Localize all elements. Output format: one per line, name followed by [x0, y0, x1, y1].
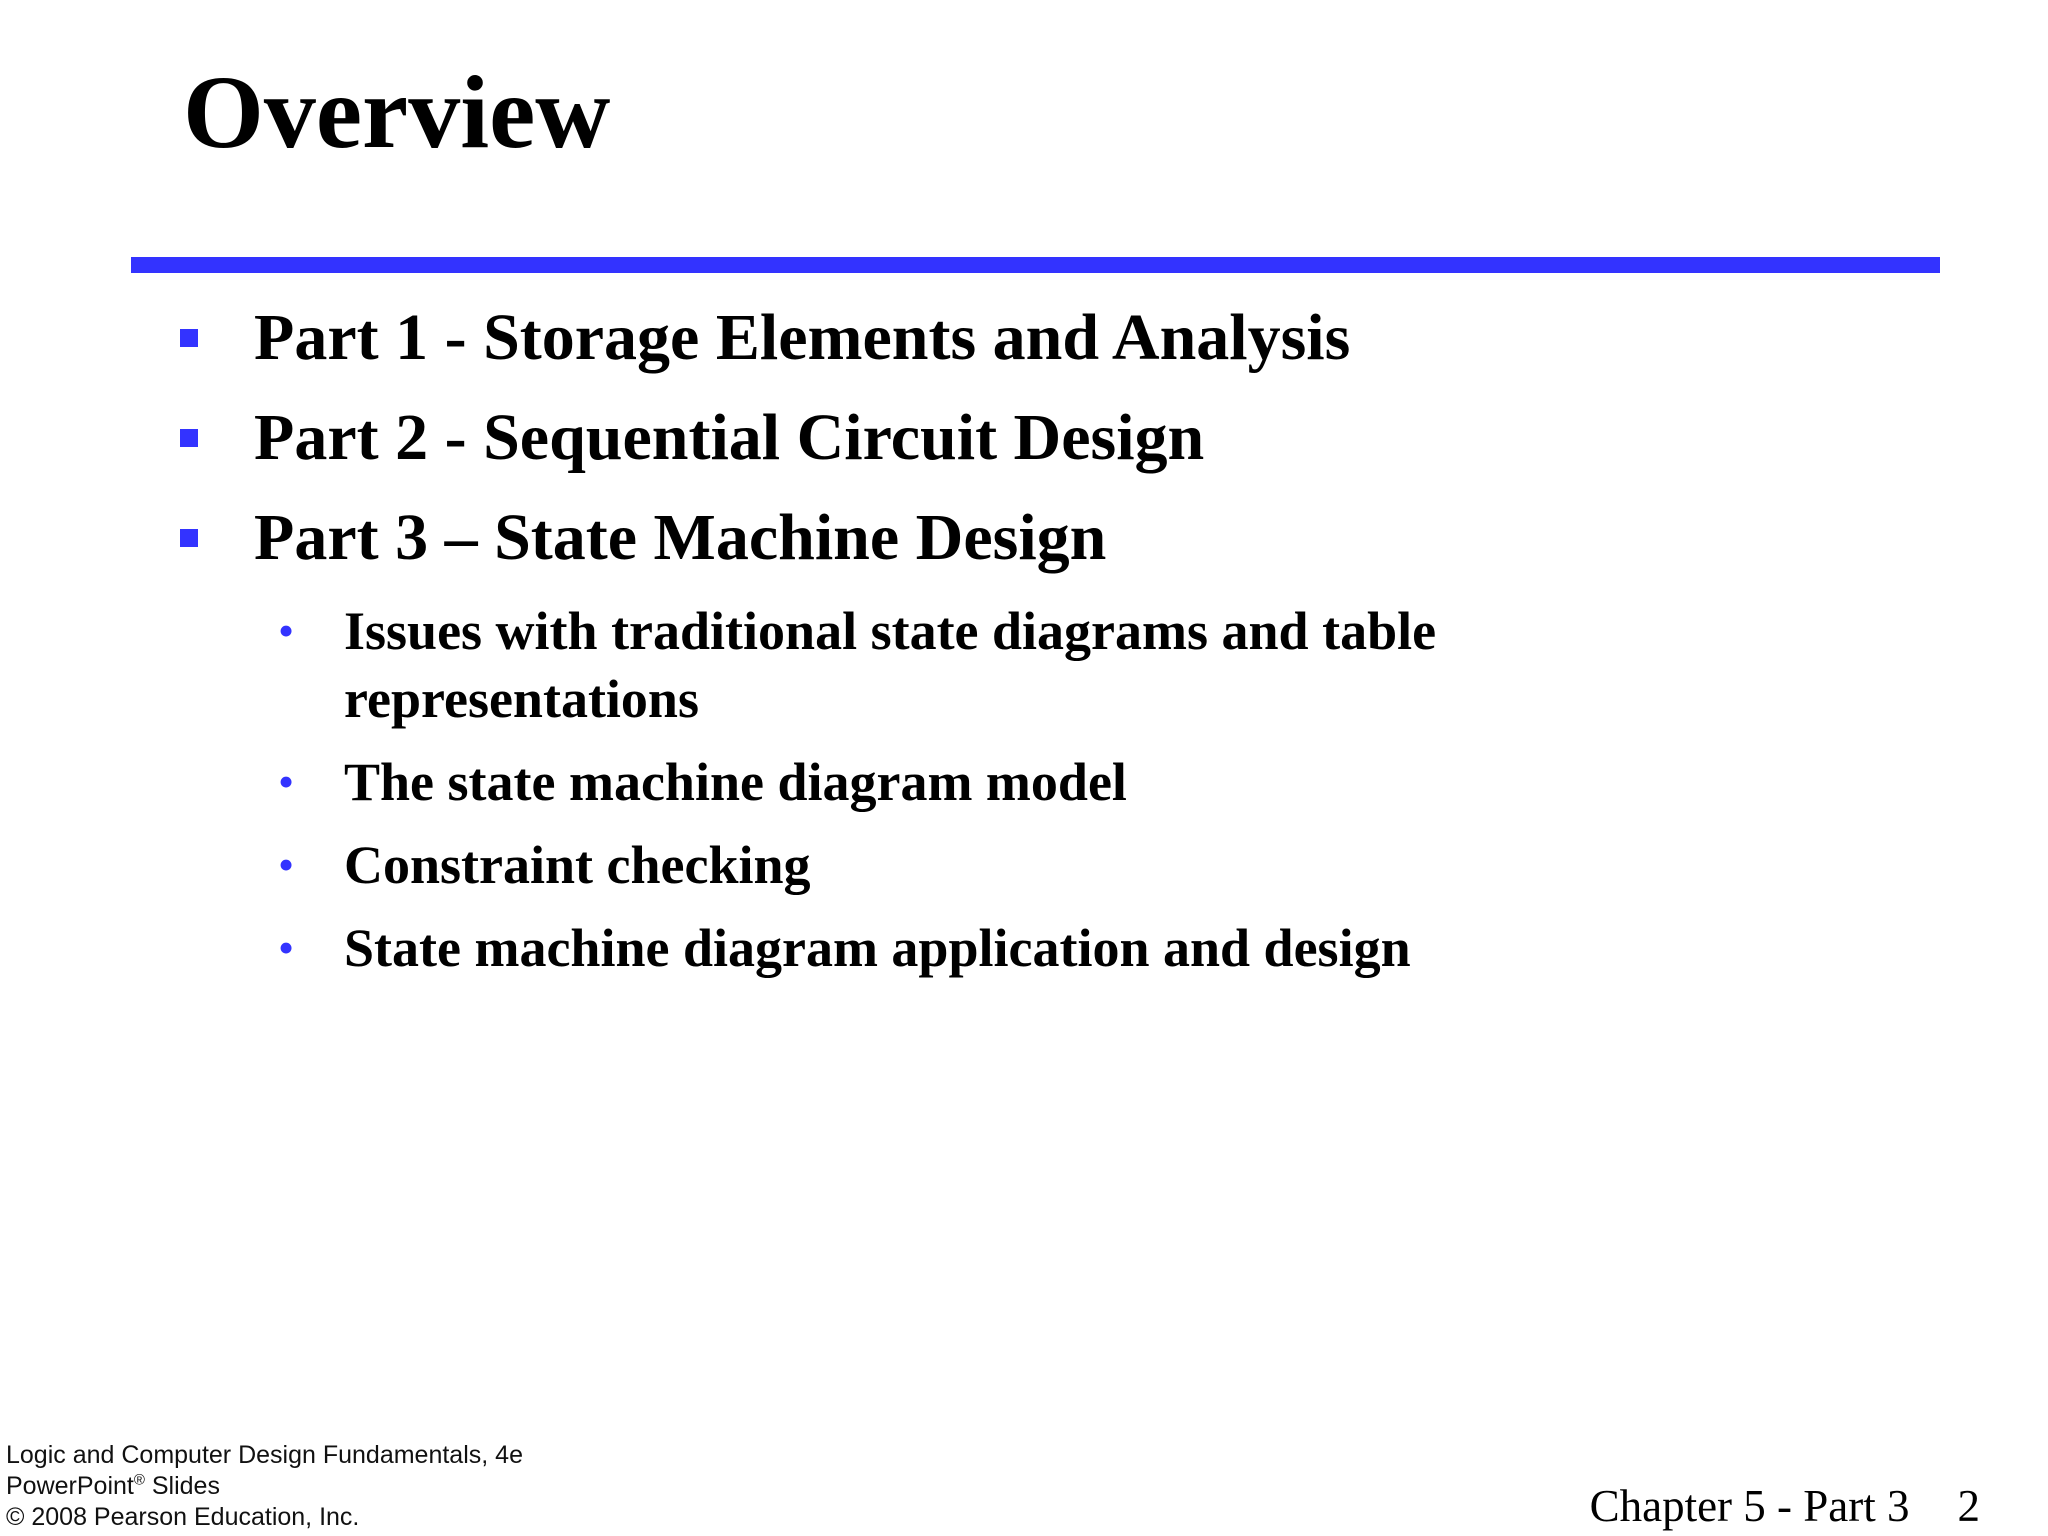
- slides-line-suffix: Slides: [144, 1472, 220, 1500]
- copyright-line: © 2008 Pearson Education, Inc.: [6, 1503, 360, 1531]
- round-bullet-icon: •: [278, 922, 295, 973]
- bullet-part-2: [180, 402, 1204, 475]
- bullet-part-1: [180, 302, 1350, 375]
- square-bullet-icon: [180, 329, 198, 347]
- title-divider: [131, 257, 1940, 273]
- sub-bullet-text: Issues with traditional state diagrams and table representations: [344, 601, 1437, 729]
- slide-title: Overview: [183, 55, 611, 170]
- bullet-part-3: [180, 502, 1106, 575]
- page-number: 2: [1957, 1481, 1980, 1531]
- sub-bullet-constraint: [278, 831, 1644, 899]
- sub-bullet-application: [278, 914, 1644, 982]
- publisher-footer: [6, 1440, 523, 1533]
- square-bullet-icon: [180, 429, 198, 447]
- slides-line-product: PowerPoint: [6, 1472, 134, 1500]
- book-title-line: Logic and Computer Design Fundamentals, 4e: [6, 1441, 523, 1469]
- chapter-footer: [1590, 1480, 1980, 1532]
- round-bullet-icon: •: [278, 605, 295, 656]
- chapter-label: Chapter 5 - Part 3: [1589, 1481, 1910, 1531]
- bullet-text: Part 2 - Sequential Circuit Design: [254, 401, 1205, 474]
- registered-mark: ®: [133, 1471, 145, 1489]
- sub-bullet-text: Constraint checking: [344, 835, 811, 895]
- bullet-text: Part 1 - Storage Elements and Analysis: [254, 301, 1351, 374]
- round-bullet-icon: •: [278, 756, 295, 807]
- sub-bullet-issues: [278, 597, 1644, 733]
- sub-bullet-text: State machine diagram application and design: [344, 918, 1411, 978]
- square-bullet-icon: [180, 529, 198, 547]
- round-bullet-icon: •: [278, 839, 295, 890]
- sub-bullet-text: The state machine diagram model: [344, 752, 1127, 812]
- bullet-text: Part 3 – State Machine Design: [254, 501, 1107, 574]
- sub-bullet-model: [278, 748, 1644, 816]
- slides-line: [6, 1471, 523, 1502]
